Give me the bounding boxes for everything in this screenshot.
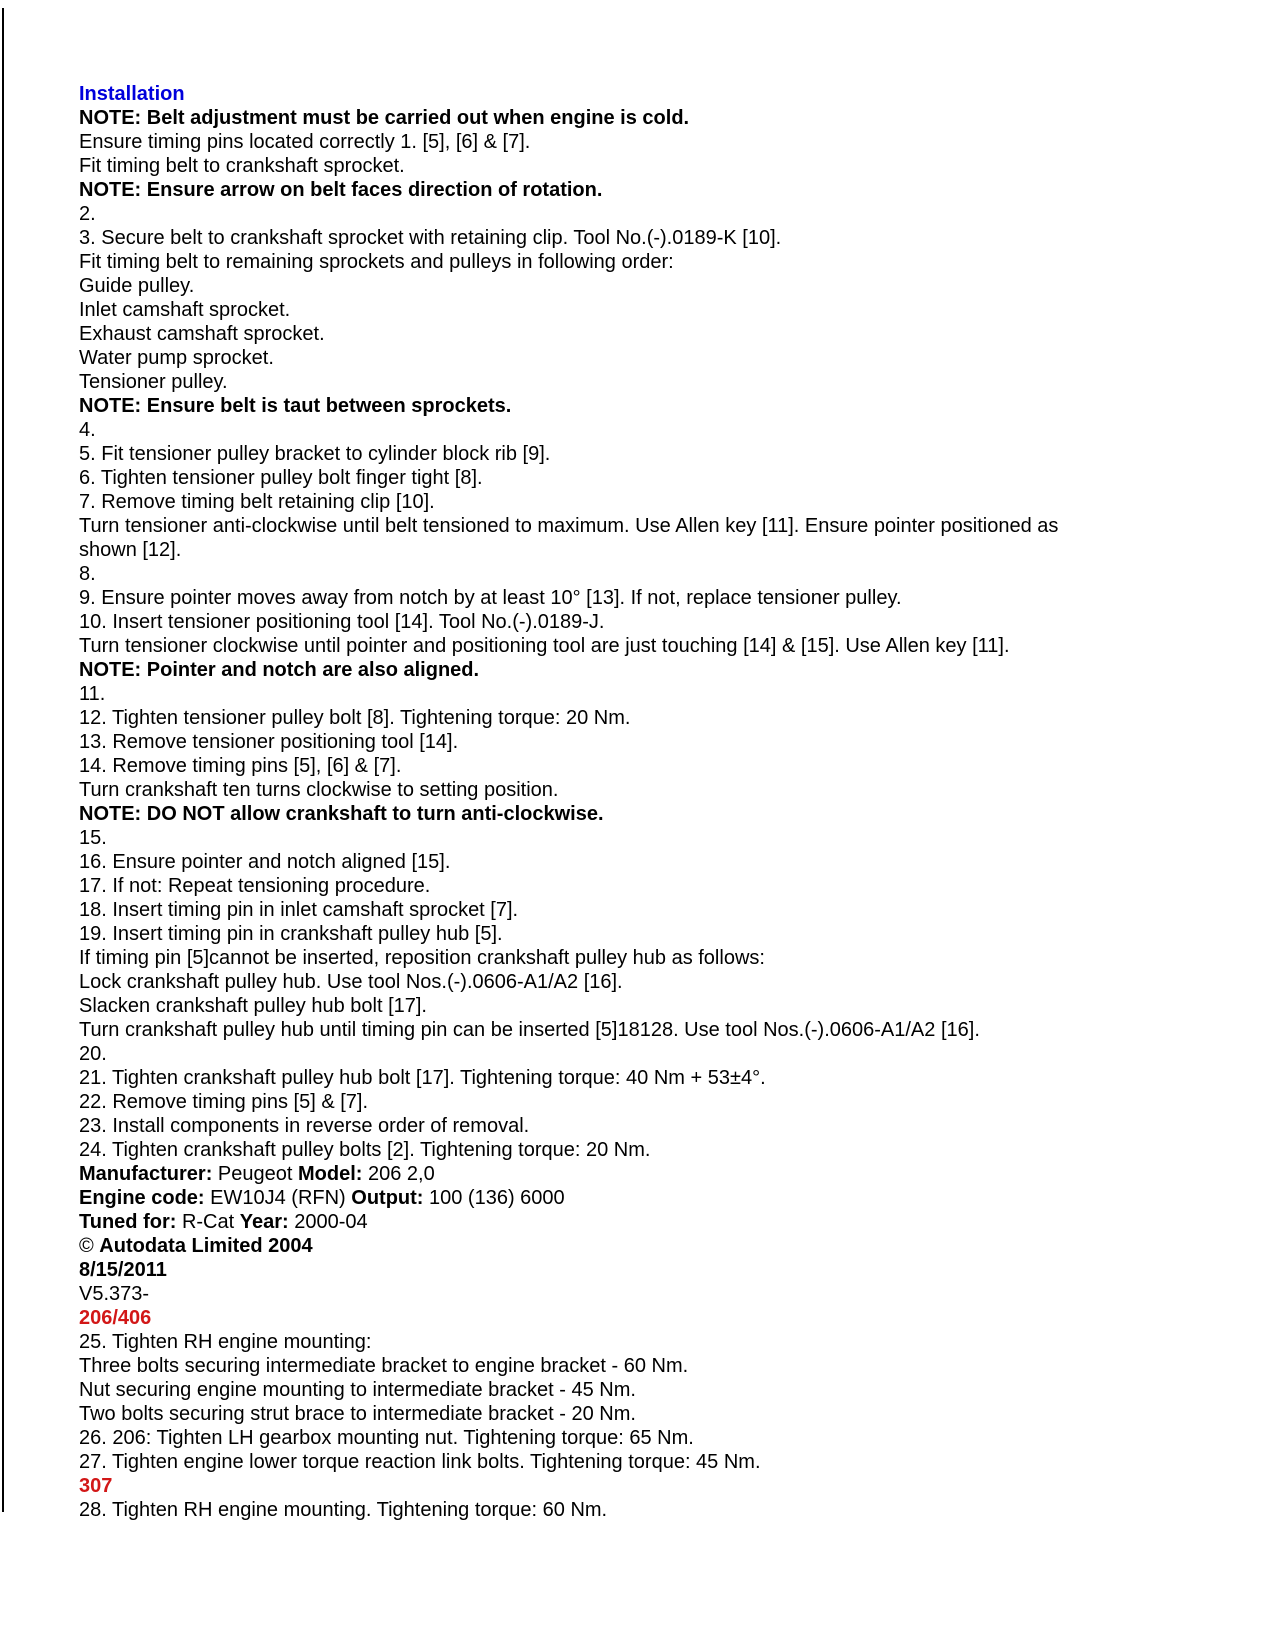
field-label: Output: bbox=[351, 1187, 424, 1209]
instruction-line: Fit timing belt to remaining sprockets and pulleys in following order: bbox=[79, 251, 674, 273]
instruction-line: 24. Tighten crankshaft pulley bolts [2]. Tightening torque: 20 Nm. bbox=[79, 1139, 651, 1161]
instruction-line: 27. Tighten engine lower torque reaction link bolts. Tightening torque: 45 Nm. bbox=[79, 1451, 761, 1473]
note-line: NOTE: Belt adjustment must be carried out when engine is cold. bbox=[79, 107, 690, 129]
field-label: Year: bbox=[239, 1211, 289, 1233]
note-line: NOTE: Pointer and notch are also aligned. bbox=[79, 659, 480, 681]
instruction-line: Turn tensioner anti-clockwise until belt tensioned to maximum. Use Allen key [11]. Ensure pointer positioned as bbox=[79, 515, 1059, 537]
section-heading: Installation bbox=[79, 83, 185, 105]
instruction-line: 8. bbox=[79, 563, 96, 585]
instruction-line: 22. Remove timing pins [5] & [7]. bbox=[79, 1091, 369, 1113]
instruction-line: 17. If not: Repeat tensioning procedure. bbox=[79, 875, 431, 897]
instruction-line: 19. Insert timing pin in crankshaft pulley hub [5]. bbox=[79, 923, 503, 945]
instruction-line: Tensioner pulley. bbox=[79, 371, 228, 393]
field-label: Autodata Limited 2004 bbox=[99, 1235, 313, 1257]
instruction-line: 4. bbox=[79, 419, 96, 441]
field-value: R-Cat bbox=[176, 1211, 240, 1233]
instruction-line: 21. Tighten crankshaft pulley hub bolt [17]. Tightening torque: 40 Nm + 53±4°. bbox=[79, 1067, 766, 1089]
page-left-border bbox=[2, 8, 4, 1512]
instruction-line: 15. bbox=[79, 827, 107, 849]
instruction-line: Inlet camshaft sprocket. bbox=[79, 299, 291, 321]
date-line: 8/15/2011 bbox=[79, 1259, 167, 1281]
instruction-line: 7. Remove timing belt retaining clip [10]. bbox=[79, 491, 435, 513]
instruction-line: 20. bbox=[79, 1043, 107, 1065]
instruction-line: 28. Tighten RH engine mounting. Tightening torque: 60 Nm. bbox=[79, 1499, 608, 1521]
instruction-line: 26. 206: Tighten LH gearbox mounting nut. Tightening torque: 65 Nm. bbox=[79, 1427, 694, 1449]
field-label: Model: bbox=[297, 1163, 363, 1185]
instruction-line: Turn crankshaft ten turns clockwise to setting position. bbox=[79, 779, 559, 801]
instruction-line: 2. bbox=[79, 203, 96, 225]
field-value: EW10J4 (RFN) bbox=[204, 1187, 352, 1209]
note-line: NOTE: DO NOT allow crankshaft to turn anti-clockwise. bbox=[79, 803, 604, 825]
field-value: 206 2,0 bbox=[362, 1163, 435, 1185]
field-value: © bbox=[79, 1235, 100, 1257]
service-procedure-document bbox=[79, 82, 1235, 1522]
note-line: NOTE: Ensure belt is taut between sprockets. bbox=[79, 395, 512, 417]
instruction-line: Nut securing engine mounting to intermediate bracket - 45 Nm. bbox=[79, 1379, 636, 1401]
instruction-line: 16. Ensure pointer and notch aligned [15]. bbox=[79, 851, 451, 873]
field-label: Manufacturer: bbox=[79, 1163, 213, 1185]
instruction-line: 6. Tighten tensioner pulley bolt finger tight [8]. bbox=[79, 467, 483, 489]
instruction-line: Two bolts securing strut brace to intermediate bracket - 20 Nm. bbox=[79, 1403, 636, 1425]
field-value: 100 (136) 6000 bbox=[423, 1187, 565, 1209]
copyright-line bbox=[79, 1234, 1235, 1258]
field-value: 2000-04 bbox=[288, 1211, 368, 1233]
instruction-line: Exhaust camshaft sprocket. bbox=[79, 323, 325, 345]
field-label: Engine code: bbox=[79, 1187, 205, 1209]
field-label: Tuned for: bbox=[79, 1211, 177, 1233]
instruction-line: Turn crankshaft pulley hub until timing pin can be inserted [5]18128. Use tool Nos.(-).0606-A1/A2 [16]. bbox=[79, 1019, 980, 1041]
instruction-line: Water pump sprocket. bbox=[79, 347, 274, 369]
instruction-line: Slacken crankshaft pulley hub bolt [17]. bbox=[79, 995, 427, 1017]
instruction-line: Fit timing belt to crankshaft sprocket. bbox=[79, 155, 405, 177]
instruction-line: Lock crankshaft pulley hub. Use tool Nos.(-).0606-A1/A2 [16]. bbox=[79, 971, 623, 993]
instruction-line: Guide pulley. bbox=[79, 275, 195, 297]
note-line: NOTE: Ensure arrow on belt faces direction of rotation. bbox=[79, 179, 603, 201]
field-value: Peugeot bbox=[212, 1163, 298, 1185]
page-reference: 206/406 bbox=[79, 1307, 152, 1329]
instruction-line: Turn tensioner clockwise until pointer and positioning tool are just touching [14] & [15]. Use Allen key [11]. bbox=[79, 635, 1010, 657]
instruction-line: 23. Install components in reverse order of removal. bbox=[79, 1115, 530, 1137]
instruction-line: V5.373- bbox=[79, 1283, 150, 1305]
instruction-line: shown [12]. bbox=[79, 539, 182, 561]
vehicle-info-line bbox=[79, 1210, 1235, 1234]
instruction-line: Three bolts securing intermediate bracket to engine bracket - 60 Nm. bbox=[79, 1355, 689, 1377]
vehicle-info-line bbox=[79, 1186, 1235, 1210]
instruction-line: 9. Ensure pointer moves away from notch by at least 10° [13]. If not, replace tensioner pulley. bbox=[79, 587, 902, 609]
instruction-line: 12. Tighten tensioner pulley bolt [8]. Tightening torque: 20 Nm. bbox=[79, 707, 631, 729]
page-reference: 307 bbox=[79, 1475, 113, 1497]
instruction-line: 18. Insert timing pin in inlet camshaft sprocket [7]. bbox=[79, 899, 519, 921]
instruction-line: 14. Remove timing pins [5], [6] & [7]. bbox=[79, 755, 402, 777]
instruction-line: 3. Secure belt to crankshaft sprocket with retaining clip. Tool No.(-).0189-K [10]. bbox=[79, 227, 782, 249]
instruction-line: 10. Insert tensioner positioning tool [14]. Tool No.(-).0189-J. bbox=[79, 611, 605, 633]
instruction-line: 13. Remove tensioner positioning tool [14]. bbox=[79, 731, 459, 753]
instruction-line: 25. Tighten RH engine mounting: bbox=[79, 1331, 372, 1353]
instruction-line: 11. bbox=[79, 683, 106, 705]
vehicle-info-line bbox=[79, 1162, 1235, 1186]
instruction-line: 5. Fit tensioner pulley bracket to cylinder block rib [9]. bbox=[79, 443, 551, 465]
instruction-line: Ensure timing pins located correctly 1. [5], [6] & [7]. bbox=[79, 131, 531, 153]
instruction-line: If timing pin [5]cannot be inserted, reposition crankshaft pulley hub as follows: bbox=[79, 947, 765, 969]
